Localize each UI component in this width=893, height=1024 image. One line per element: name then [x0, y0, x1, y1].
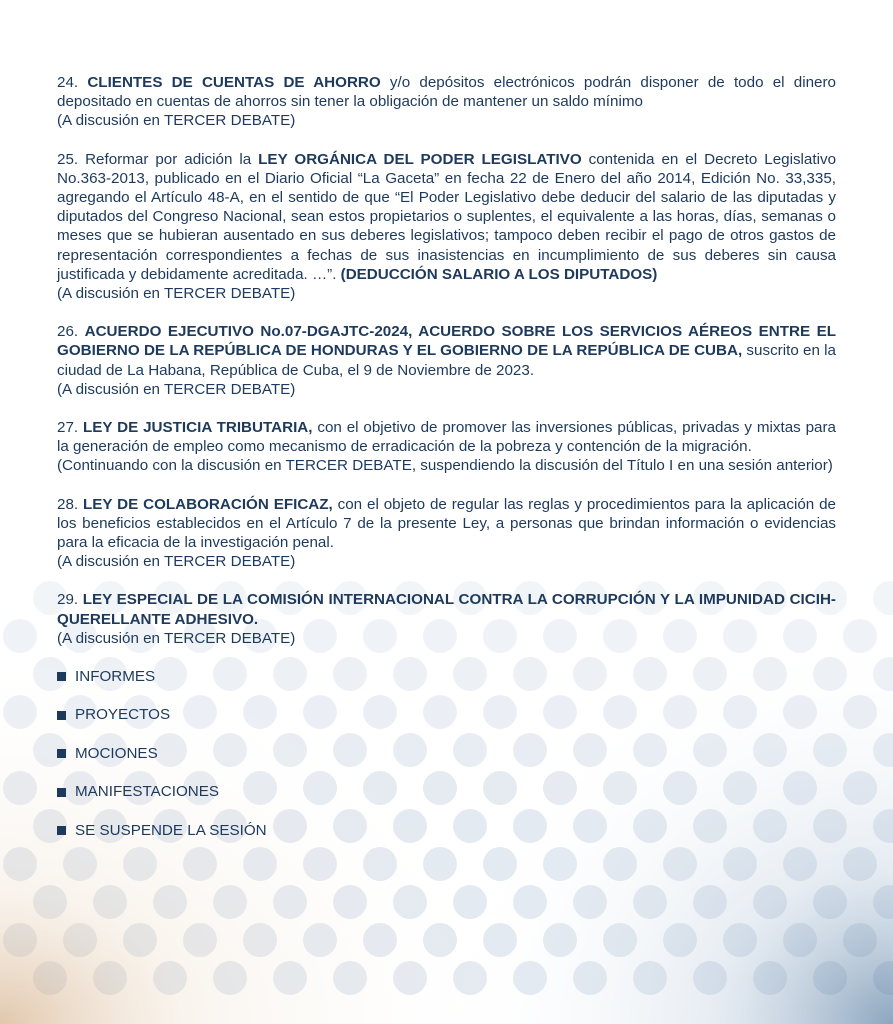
discussion-note: (A discusión en TERCER DEBATE) — [57, 112, 296, 130]
agenda-item-24: 24. CLIENTES DE CUENTAS DE AHORRO y/o depósitos electrónicos podrán disponer de todo el dinero depositado en cuentas de ahorros sin tener la obligación de mantener un saldo mínimo (A discusión en TERCER DEBATE) — [57, 74, 836, 130]
discussion-note: (A discusión en TERCER DEBATE) — [57, 285, 296, 303]
discussion-note: (Continuando con la discusión en TERCER DEBATE, suspendiendo la discusión del Título I en una sesión anterior) — [57, 457, 833, 475]
agenda-item-29: 29. LEY ESPECIAL DE LA COMISIÓN INTERNACIONAL CONTRA LA CORRUPCIÓN Y LA IMPUNIDAD CICIH-QUERELLANTE ADHESIVO. (A discusión en TERCER DEBATE) — [57, 591, 836, 647]
square-bullet-icon — [57, 826, 66, 835]
bullet-proyectos: PROYECTOS — [57, 706, 836, 725]
session-bullet-list — [57, 667, 836, 840]
discussion-note: (A discusión en TERCER DEBATE) — [57, 629, 296, 647]
agenda-item-25: 25. Reformar por adición la LEY ORGÁNICA DEL PODER LEGISLATIVO contenida en el Decreto Legislativo No.363-2013, publicado en el Diario Oficial “La Gaceta” en fecha 22 de Enero del año 2014, Edición No. 33,335, agregando el Artículo 48-A, en el sentido de que “El Poder Legislativo debe deducir del salario de las diputadas y diputados del Congreso Nacional, sean estos propietarios o suplentes, el equivalente a las horas, días, semanas o meses que se hubieran ausentado en sus deberes legislativos; tampoco deben recibir el pago de otros gastos de representación correspondientes a fechas de sus inasistencias en incumplimiento de sus deberes sin causa justificada y debidamente acreditada. …”. (DEDUCCIÓN SALARIO A LOS DIPUTADOS) (A discusión en TERCER DEBATE) — [57, 150, 837, 303]
discussion-note: (A discusión en TERCER DEBATE) — [57, 380, 296, 398]
discussion-note: (A discusión en TERCER DEBATE) — [57, 553, 296, 571]
square-bullet-icon — [57, 749, 66, 758]
decorative-dot — [873, 581, 893, 615]
square-bullet-icon — [57, 672, 66, 681]
agenda-list — [57, 73, 836, 860]
square-bullet-icon — [57, 711, 66, 720]
square-bullet-icon — [57, 788, 66, 797]
bullet-informes: INFORMES — [57, 667, 836, 686]
bullet-se-suspende: SE SUSPENDE LA SESIÓN — [57, 821, 836, 840]
agenda-item-28: 28. LEY DE COLABORACIÓN EFICAZ, con el objeto de regular las reglas y procedimientos para la aplicación de los beneficios establecidos en el Artículo 7 de la presente Ley, a personas que brindan información o evidencias para la eficacia de la investigación penal. (A discusión en TERCER DEBATE) — [57, 495, 836, 571]
agenda-item-27: 27. LEY DE JUSTICIA TRIBUTARIA, con el objetivo de promover las inversiones públicas, privadas y mixtas para la generación de empleo como mecanismo de erradicación de la pobreza y contención de la migración. (Continuando con la discusión en TERCER DEBATE, suspendiendo la discusión del Título I en una sesión anterior) — [57, 419, 836, 475]
agenda-item-26: 26. ACUERDO EJECUTIVO No.07-DGAJTC-2024, ACUERDO SOBRE LOS SERVICIOS AÉREOS ENTRE EL GOBIERNO DE LA REPÚBLICA DE HONDURAS Y EL GOBIERNO DE LA REPÚBLICA DE CUBA, suscrito en la ciudad de La Habana, República de Cuba, el 9 de Noviembre de 2023. (A discusión en TERCER DEBATE) — [57, 323, 836, 398]
bullet-manifestaciones: MANIFESTACIONES — [57, 783, 836, 802]
bullet-mociones: MOCIONES — [57, 744, 836, 763]
